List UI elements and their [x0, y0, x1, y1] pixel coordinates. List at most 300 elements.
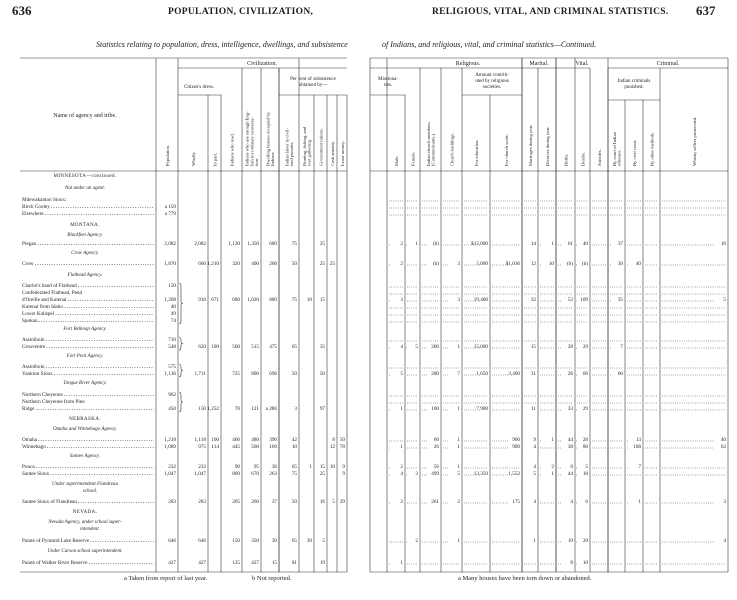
civilization-value: 1,118: [194, 437, 206, 443]
civilization-value: 10: [329, 464, 335, 470]
population-value: 548: [168, 344, 176, 350]
religious-vital-criminal-value: 28: [567, 344, 573, 350]
church-members-header: (Communicants.): [430, 133, 436, 166]
civilization-value: 320: [232, 261, 240, 267]
right-footnote-a: a Many houses have been torn down or abandoned.: [458, 575, 592, 582]
religious-vital-criminal-value: (b): [566, 261, 573, 267]
agency-heading: Omaha and Winnebago Agency.: [52, 427, 118, 432]
religious-vital-criminal-value: 5: [533, 471, 536, 477]
religious-vital-criminal-value: 5: [723, 297, 726, 303]
contributed-header: Amount contrib-: [475, 73, 509, 78]
civilization-value: 2,082: [194, 241, 206, 247]
civilization-value: 97: [319, 406, 325, 412]
religious-vital-criminal-value: 61: [567, 241, 573, 247]
tribe-name: Crow: [22, 261, 34, 267]
for-church-header: For church work.: [503, 134, 509, 166]
religious-vital-criminal-value: 7,900: [476, 406, 488, 412]
population-value: 1,089: [164, 444, 176, 450]
religious-vital-criminal-value: $12,000: [471, 241, 488, 247]
religious-vital-criminal-value: 13: [635, 437, 641, 443]
tribe-name: Yankton Sioux: [22, 371, 53, 377]
table-grid: [20, 58, 728, 572]
religious-vital-criminal-value: 1: [457, 406, 460, 412]
population-value: 40: [170, 304, 176, 310]
population-value: 1,870: [164, 261, 176, 267]
religious-vital-criminal-value: 11: [531, 406, 536, 412]
civilization-value: 30: [306, 538, 312, 544]
religious-vital-criminal-value: 19,400: [473, 297, 488, 303]
name-column-header: Name of agency and tribe.: [53, 113, 117, 119]
right-page-number: 637: [696, 3, 716, 18]
religious-vital-criminal-value: 1: [415, 241, 418, 247]
suicides-header: Suicides.: [596, 149, 602, 166]
tribe-name: Grosventre: [22, 344, 46, 350]
hunting-header: root gathering.: [306, 138, 312, 166]
religious-vital-criminal-value: 10: [582, 560, 588, 566]
civilization-value: 1,711: [194, 371, 206, 377]
religious-vital-criminal-value: 44: [567, 437, 573, 443]
male-header: Male.: [393, 155, 399, 166]
civilization-value: 50: [339, 437, 345, 443]
left-subtitle: Statistics relating to population, dress, intelligence, dwellings, and subsistence: [96, 40, 348, 49]
religious-vital-criminal-value: 40: [720, 437, 726, 443]
agency-heading: school.: [82, 489, 98, 494]
population-value: 49: [170, 311, 176, 317]
by-civil-header: By civil court.: [631, 139, 637, 166]
civilization-value: 390: [269, 437, 277, 443]
religious-vital-criminal-value: 33: [567, 406, 573, 412]
for-education-header: For education.: [473, 139, 479, 166]
religious-vital-criminal-value: 5: [415, 344, 418, 350]
civilization-value: 232: [198, 464, 206, 470]
civilization-value: 1,350: [247, 241, 259, 247]
labor-header: ized pursuits.: [289, 141, 295, 166]
indian-criminals-header: punished.: [624, 85, 644, 90]
religious-vital-criminal-value: 1: [638, 499, 641, 505]
tribe-name: Spokan: [22, 318, 38, 324]
agency-heading: Crow Agency.: [71, 251, 99, 256]
civilization-value: 670: [251, 471, 259, 477]
agency-heading: Santee Agency.: [69, 454, 101, 459]
wholly-header: Wholly.: [190, 151, 196, 166]
civilization-value: 680: [269, 241, 277, 247]
by-court-header: offenses.: [616, 149, 622, 166]
population-value: 283: [168, 499, 176, 505]
religious-vital-criminal-value: 900: [512, 444, 520, 450]
religious-vital-criminal-value: 100: [431, 406, 439, 412]
religious-vital-criminal-value: 1: [400, 560, 403, 566]
civilization-value: 36: [271, 464, 277, 470]
religious-vital-criminal-value: 20: [582, 538, 588, 544]
civilization-value: 283: [198, 499, 206, 505]
read-header: Indians who read.: [229, 133, 235, 166]
civilization-value: 75: [291, 471, 297, 477]
religious-vital-criminal-value: 15: [530, 344, 536, 350]
group-brace: [179, 337, 183, 350]
religious-vital-criminal-value: 4: [533, 444, 536, 450]
religious-vital-criminal-value: 1,650: [476, 371, 488, 377]
tribe-name: d'Oreille and Kutenai: [22, 297, 67, 303]
religious-header: Religious.: [455, 61, 481, 67]
vital-header: Vital.: [575, 61, 589, 67]
agency-heading: Fort Peck Agency.: [66, 354, 104, 359]
religious-vital-criminal-value: 66: [582, 371, 588, 377]
by-other-header: By other methods.: [649, 132, 655, 166]
per-cent-header: obtained by—: [298, 83, 328, 88]
religious-vital-criminal-value: 1: [457, 538, 460, 544]
civilization-value: 16: [319, 499, 325, 505]
left-footnote-a: a Taken from report of last year.: [124, 575, 208, 582]
table-headers: [53, 61, 697, 166]
tribe-name: Santee Sioux: [22, 471, 50, 477]
religious-vital-criminal-value: 4: [570, 499, 573, 505]
civilization-value: 50: [291, 499, 297, 505]
state-heading: MONTANA.: [70, 223, 100, 228]
religious-vital-criminal-value: 1: [551, 437, 554, 443]
per-cent-header: Per cent of subsistence: [290, 77, 336, 82]
civilization-value: 29: [339, 499, 345, 505]
religious-vital-criminal-value: 12: [530, 261, 536, 267]
religious-vital-criminal-value: 1: [551, 471, 554, 477]
religious-vital-criminal-value: 4: [400, 344, 403, 350]
population-value: 1,047: [164, 471, 176, 477]
civilization-value: 9: [342, 471, 345, 477]
civilization-value: 25: [319, 471, 325, 477]
religious-vital-criminal-value: 6: [585, 499, 588, 505]
religious-vital-criminal-value: 1: [551, 241, 554, 247]
civilization-value: 10: [291, 444, 297, 450]
religious-vital-criminal-value: 30: [617, 261, 623, 267]
civilization-value: 1,210: [207, 261, 219, 267]
religious-vital-criminal-value: 2: [400, 261, 403, 267]
civilization-value: 42: [291, 437, 297, 443]
civilization-value: 1,020: [247, 297, 259, 303]
civilization-value: 445: [232, 444, 240, 450]
civilization-value: 15: [319, 464, 325, 470]
religious-vital-criminal-value: (b): [432, 261, 439, 267]
civilization-value: 100: [211, 344, 219, 350]
group-brace: [179, 392, 183, 412]
religious-vital-criminal-value: 7: [457, 371, 460, 377]
civilization-value: 10: [306, 297, 312, 303]
labor-header: Indian labor in civil-: [284, 128, 290, 166]
civilization-value: 65: [291, 538, 297, 544]
use-english-header: tion.: [254, 157, 260, 166]
tribe-name: Paiute of Pyramid Lake Reserve: [22, 538, 90, 544]
population-value: 646: [168, 538, 176, 544]
religious-vital-criminal-value: (b): [581, 261, 588, 267]
religious-vital-criminal-value: 3: [457, 297, 460, 303]
religious-vital-criminal-value: 2: [400, 464, 403, 470]
civilization-value: 70: [234, 406, 240, 412]
civilization-value: 265: [232, 499, 240, 505]
tribe-name: Lower Kalispel: [22, 311, 55, 317]
population-value: 232: [168, 464, 176, 470]
civilization-value: 95: [253, 464, 259, 470]
group-brace: [179, 283, 183, 324]
civilization-value: 1,130: [228, 241, 240, 247]
civilization-value: 427: [251, 560, 259, 566]
religious-vital-criminal-value: $1,036: [505, 261, 520, 267]
civilization-value: 800: [251, 371, 259, 377]
civilization-value: 910: [198, 297, 206, 303]
religious-vital-criminal-value: 1: [400, 444, 403, 450]
left-footnote-b: b Not reported.: [252, 575, 292, 582]
religious-vital-criminal-value: 1: [457, 444, 460, 450]
tribe-name: Confederated Flathead, Pend: [22, 290, 83, 296]
population-value: 962: [168, 392, 176, 398]
agency-heading: Under Carson school superintendent.: [47, 549, 123, 554]
tribe-name: Charlot's band of Flathead: [22, 283, 77, 289]
citizens-dress-header: Citizen's dress.: [183, 85, 215, 90]
population-value: 710: [168, 337, 176, 343]
population-value: 1,218: [164, 437, 176, 443]
hunting-header: Hunting, fishing, and: [301, 126, 307, 166]
tribe-name: Northern Cheyenne from Pine: [22, 399, 85, 405]
religious-vital-criminal-value: 40: [635, 261, 641, 267]
civilization-value: 860: [232, 471, 240, 477]
civilization-value: 3: [294, 406, 297, 412]
religious-vital-criminal-value: 44: [567, 471, 573, 477]
civilization-value: 646: [198, 538, 206, 544]
group-brace: [179, 364, 183, 377]
tribe-name: Kutenai from Idaho: [22, 304, 63, 310]
population-value: 2,082: [164, 241, 176, 247]
civilization-value: 427: [198, 560, 206, 566]
dwelling-header: Indians.: [270, 151, 276, 166]
religious-vital-criminal-value: 261: [431, 499, 439, 505]
religious-vital-criminal-value: 175: [512, 499, 520, 505]
civilization-value: 560: [251, 444, 259, 450]
civilization-value: 620: [198, 344, 206, 350]
civilization-value: 75: [291, 241, 297, 247]
missionaries-header: ries.: [383, 83, 393, 88]
religious-vital-criminal-value: 38: [567, 444, 573, 450]
agency-heading: Nevada Agency, under school super-: [48, 520, 122, 525]
civilization-value: 260: [251, 499, 259, 505]
religious-vital-criminal-value: 52: [567, 297, 573, 303]
civilization-value: 90: [234, 464, 240, 470]
religious-vital-criminal-value: 1: [533, 538, 536, 544]
population-value: 1,136: [164, 371, 176, 377]
religious-vital-criminal-value: 28: [582, 437, 588, 443]
religious-vital-criminal-value: 1: [457, 344, 460, 350]
population-header: Population.: [164, 144, 170, 166]
civilization-value: a 286: [265, 406, 277, 412]
civilization-value: 5: [332, 499, 335, 505]
state-heading: NEVADA.: [72, 510, 98, 515]
marriages-header: Marriages during year.: [527, 124, 533, 166]
religious-vital-criminal-value: 13,350: [473, 471, 488, 477]
civilization-value: 100: [211, 437, 219, 443]
religious-vital-criminal-value: 15,000: [473, 344, 488, 350]
religious-vital-criminal-value: 2: [400, 499, 403, 505]
religious-vital-criminal-value: (b): [432, 241, 439, 247]
religious-vital-criminal-value: 62: [720, 444, 726, 450]
religious-vital-criminal-value: 109: [580, 297, 588, 303]
religious-vital-criminal-value: 900: [512, 437, 520, 443]
civilization-value: 660: [198, 261, 206, 267]
tribe-name: Northern Cheyenne: [22, 392, 63, 398]
tribe-name: Mdewakanton Sioux:: [22, 197, 67, 203]
civilization-value: 460: [232, 437, 240, 443]
civilization-value: 150: [198, 406, 206, 412]
marital-header: Marital.: [529, 61, 549, 67]
religious-vital-criminal-value: 5: [457, 471, 460, 477]
left-running-title: POPULATION, CIVILIZATION,: [168, 7, 314, 17]
tribe-name: Winnebago: [22, 444, 46, 450]
religious-vital-criminal-value: 5: [585, 464, 588, 470]
agency-heading: Flathead Agency.: [67, 273, 103, 278]
civilization-value: 1: [309, 464, 312, 470]
religious-vital-criminal-value: 499: [431, 471, 439, 477]
contributed-header: societies.: [482, 85, 502, 90]
religious-vital-criminal-value: 32: [530, 297, 536, 303]
religious-vital-criminal-value: 2: [457, 499, 460, 505]
civilization-value: 50: [319, 371, 325, 377]
religious-vital-criminal-value: 35: [617, 297, 623, 303]
religious-vital-criminal-value: 3: [723, 499, 726, 505]
civilization-value: 65: [291, 464, 297, 470]
civilization-value: 696: [269, 371, 277, 377]
agency-heading: intendent.: [80, 527, 100, 532]
religious-vital-criminal-value: 16: [720, 241, 726, 247]
civilization-value: 350: [251, 538, 259, 544]
church-members-header: Indian church members.: [425, 121, 431, 166]
civilization-value: 75: [291, 297, 297, 303]
rations-header: Government rations.: [318, 128, 324, 166]
civilization-value: 515: [251, 344, 259, 350]
civilization-value: 880: [269, 297, 277, 303]
in-part-header: In part.: [212, 152, 218, 166]
religious-vital-criminal-value: 3,400: [508, 371, 520, 377]
population-value: 1,268: [164, 297, 176, 303]
tribe-name: Ponca: [22, 464, 35, 470]
religious-vital-criminal-value: 1,552: [508, 471, 520, 477]
religious-vital-criminal-value: 2: [415, 538, 418, 544]
table-body: [22, 174, 726, 566]
religious-vital-criminal-value: 188: [633, 444, 641, 450]
religious-vital-criminal-value: 1: [400, 406, 403, 412]
civilization-value: 125: [232, 560, 240, 566]
right-running-title: RELIGIOUS, VITAL, AND CRIMINAL STATISTICS.: [432, 7, 669, 17]
tribe-name: Paiute of Walker River Reserve: [22, 560, 88, 566]
civilization-value: 400: [251, 261, 259, 267]
religious-vital-criminal-value: 5,000: [476, 261, 488, 267]
tribe-name: Piegan: [22, 241, 37, 247]
use-english-header: Indians who use enough Eng-: [244, 111, 250, 166]
civilization-value: 25: [319, 261, 325, 267]
population-value: a 150: [164, 204, 176, 210]
civilization-value: 37: [271, 499, 277, 505]
divorces-header: Divorces during year.: [544, 126, 550, 166]
contributed-header: uted by religious: [475, 79, 509, 84]
civilization-value: 263: [269, 471, 277, 477]
civilization-value: 1,252: [207, 406, 219, 412]
tribe-name: Assiniboin: [22, 337, 45, 343]
religious-vital-criminal-value: 26: [567, 371, 573, 377]
religious-vital-criminal-value: 4: [400, 471, 403, 477]
indian-criminals-header: Indian criminals: [617, 79, 651, 84]
religious-vital-criminal-value: 4: [533, 499, 536, 505]
civilization-value: 12: [329, 444, 335, 450]
dwelling-header: Dwelling houses occupied by: [265, 111, 271, 166]
civilization-value: 260: [269, 261, 277, 267]
religious-vital-criminal-value: 280: [431, 371, 439, 377]
religious-vital-criminal-value: 4: [533, 464, 536, 470]
civilization-header: Civilization.: [247, 61, 277, 67]
religious-vital-criminal-value: 31: [530, 371, 536, 377]
religious-vital-criminal-value: 80: [582, 444, 588, 450]
population-value: 575: [168, 364, 176, 370]
civilization-value: 5: [322, 538, 325, 544]
religious-vital-criminal-value: 26: [433, 444, 439, 450]
civilization-value: 25: [319, 241, 325, 247]
civilization-value: 8: [332, 437, 335, 443]
religious-vital-criminal-value: 8: [570, 464, 573, 470]
civilization-value: 9: [342, 464, 345, 470]
religious-vital-criminal-value: 200: [431, 344, 439, 350]
agency-heading: Fort Belknap Agency.: [63, 327, 107, 332]
use-english-header: lish for ordinary conversa-: [249, 117, 255, 166]
religious-vital-criminal-value: 29: [582, 344, 588, 350]
agency-heading: Under superintendent Flandreau: [52, 482, 118, 487]
civilization-value: 725: [232, 371, 240, 377]
civilization-value: 65: [291, 344, 297, 350]
deaths-header: Deaths.: [580, 152, 586, 166]
civilization-value: 30: [271, 538, 277, 544]
religious-vital-criminal-value: 9: [533, 437, 536, 443]
religious-vital-criminal-value: 2: [400, 241, 403, 247]
lease-header: Lease money.: [339, 140, 345, 166]
civilization-value: 114: [211, 444, 219, 450]
religious-vital-criminal-value: 7: [638, 464, 641, 470]
religious-vital-criminal-value: 14: [530, 241, 536, 247]
religious-vital-criminal-value: 29: [582, 406, 588, 412]
civilization-value: 480: [251, 437, 259, 443]
agency-heading: Blackfeet Agency.: [67, 233, 103, 238]
tribe-name: Omaha: [22, 437, 37, 443]
civilization-value: 680: [232, 297, 240, 303]
religious-vital-criminal-value: 3: [415, 471, 418, 477]
missionaries-header: Missiona-: [378, 77, 398, 82]
population-value: 427: [168, 560, 176, 566]
church-buildings-header: Church buildings.: [449, 133, 455, 166]
civilization-value: 81: [291, 560, 297, 566]
civilization-value: 975: [198, 444, 206, 450]
religious-vital-criminal-value: 2: [551, 464, 554, 470]
state-heading: NEBRASKA.: [69, 417, 101, 422]
births-header: Births.: [563, 153, 569, 166]
civilization-value: 19: [319, 560, 325, 566]
civilization-value: 671: [211, 297, 219, 303]
civilization-value: 25: [329, 261, 335, 267]
by-court-header: By court of Indian: [611, 132, 617, 166]
civilization-value: 35: [319, 344, 325, 350]
civilization-value: 78: [339, 444, 345, 450]
agency-heading: Tongue River Agency.: [63, 381, 107, 386]
annuity-header: Cash annuity.: [329, 141, 335, 166]
religious-vital-criminal-value: 7: [620, 344, 623, 350]
religious-vital-criminal-value: 10: [567, 538, 573, 544]
religious-vital-criminal-value: 10: [548, 261, 554, 267]
religious-vital-criminal-value: 37: [617, 241, 623, 247]
female-header: Female.: [410, 151, 416, 166]
civilization-value: 160: [269, 444, 277, 450]
religious-vital-criminal-value: 60: [617, 371, 623, 377]
civilization-value: 121: [251, 406, 259, 412]
religious-vital-criminal-value: 5: [400, 371, 403, 377]
